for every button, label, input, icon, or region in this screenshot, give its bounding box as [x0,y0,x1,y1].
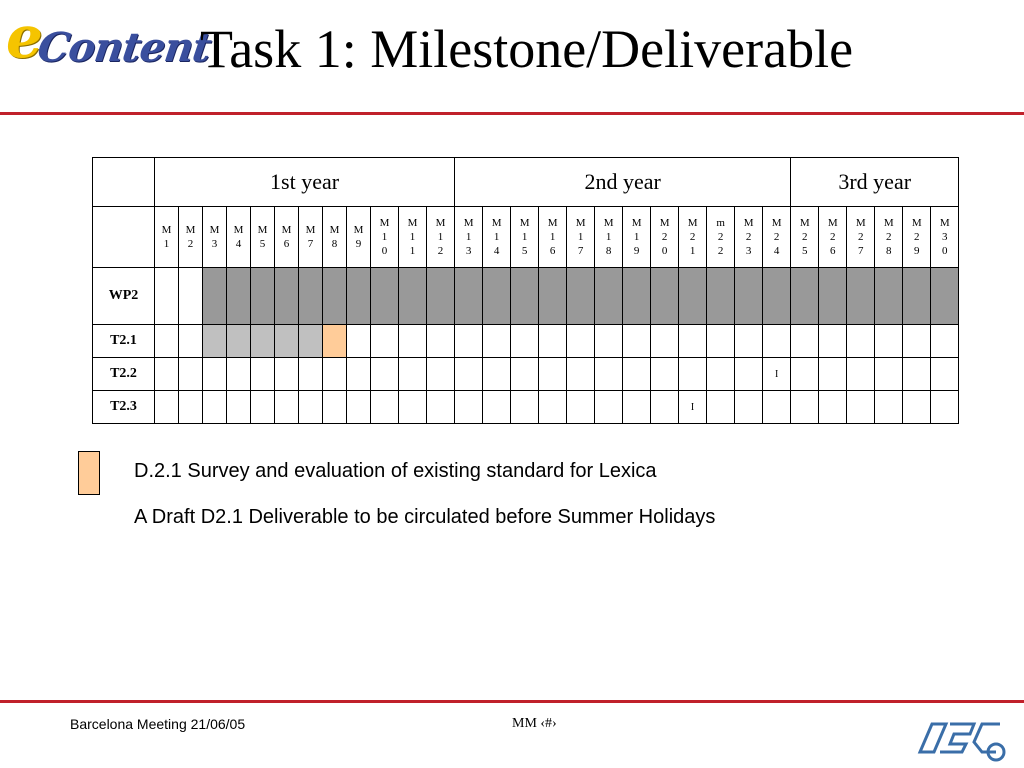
timeline-cell [539,391,567,424]
row-label: WP2 [93,268,155,325]
timeline-cell [399,358,427,391]
timeline-cell [931,325,959,358]
timeline-cell [735,325,763,358]
month-header: M 3 [203,207,227,268]
corner-cell [93,207,155,268]
timeline-cell [203,268,227,325]
footer-page-number: MM ‹#› [512,716,557,731]
timeline-cell [347,358,371,391]
timeline-cell [427,358,455,391]
timeline-cell: I [763,358,791,391]
month-header: M 1 9 [623,207,651,268]
month-header: M 1 4 [483,207,511,268]
page-title: Task 1: Milestone/Deliverable [200,19,854,79]
month-header: M 3 0 [931,207,959,268]
timeline-cell [323,358,347,391]
timeline-cell [875,325,903,358]
timeline-cell [203,325,227,358]
timeline-cell [539,358,567,391]
timeline-cell [347,391,371,424]
timeline-cell [847,358,875,391]
timeline-cell [251,325,275,358]
timeline-cell [679,358,707,391]
timeline-cell [227,358,251,391]
timeline-cell [931,268,959,325]
month-header: M 1 8 [595,207,623,268]
month-header: M 2 1 [679,207,707,268]
timeline-cell [399,391,427,424]
timeline-cell [707,325,735,358]
timeline-cell [791,325,819,358]
timeline-cell [875,358,903,391]
timeline-cell [179,358,203,391]
timeline-cell [679,268,707,325]
footer-meeting: Barcelona Meeting 21/06/05 [70,716,246,732]
timeline-cell [299,325,323,358]
month-header: M 6 [275,207,299,268]
timeline-cell [847,325,875,358]
timeline-cell [623,391,651,424]
timeline-cell [323,391,347,424]
timeline-cell [275,325,299,358]
timeline-cell [707,268,735,325]
timeline-cell [875,391,903,424]
timeline-cell [323,325,347,358]
month-header: M 2 6 [819,207,847,268]
timeline-cell [427,391,455,424]
timeline-cell [567,358,595,391]
timeline-cell [455,391,483,424]
timeline-cell [455,268,483,325]
timeline-cell [819,268,847,325]
timeline-cell [427,268,455,325]
top-divider [0,112,1024,115]
timeline-cell [595,325,623,358]
year-header: 1st year [155,158,455,207]
timeline-cell [483,391,511,424]
timeline-cell [903,358,931,391]
timeline-cell [227,268,251,325]
month-header: M 2 8 [875,207,903,268]
timeline-cell [651,325,679,358]
month-header: M 7 [299,207,323,268]
timeline-cell [203,358,227,391]
timeline-cell [931,358,959,391]
timeline-cell [819,391,847,424]
timeline-cell [155,268,179,325]
timeline-cell [275,391,299,424]
month-header: M 2 5 [791,207,819,268]
table-row [93,391,959,424]
row-label: T2.1 [93,325,155,358]
table-row [93,358,959,391]
deliverable-note: A Draft D2.1 Deliverable to be circulated before Summer Holidays [134,506,716,528]
timeline-cell [179,268,203,325]
row-label: T2.2 [93,358,155,391]
timeline-cell [763,391,791,424]
month-header: M 1 1 [399,207,427,268]
month-header: M 2 7 [847,207,875,268]
month-header: M 1 2 [427,207,455,268]
timeline-cell [203,391,227,424]
month-header: M 1 6 [539,207,567,268]
year-header: 3rd year [791,158,959,207]
timeline-cell [707,358,735,391]
timeline-cell [567,391,595,424]
timeline-cell [483,325,511,358]
timeline-cell [179,391,203,424]
month-header: M 2 [179,207,203,268]
timeline-cell [735,358,763,391]
timeline-cell [735,268,763,325]
timeline-cell [791,358,819,391]
timeline-cell [179,325,203,358]
timeline-cell [299,358,323,391]
timeline-cell [903,268,931,325]
timeline-cell [275,268,299,325]
timeline-cell [595,268,623,325]
timeline-cell [371,391,399,424]
timeline-cell [483,358,511,391]
timeline-cell [483,268,511,325]
timeline-cell [155,325,179,358]
timeline-cell [707,391,735,424]
timeline-cell [623,358,651,391]
year-header: 2nd year [455,158,791,207]
legend-swatch [78,451,100,495]
timeline-cell [595,358,623,391]
timeline-cell [155,391,179,424]
timeline-cell [455,358,483,391]
month-header: M 1 5 [511,207,539,268]
gantt-table [92,157,959,424]
timeline-cell [155,358,179,391]
month-header: M 2 0 [651,207,679,268]
timeline-cell [903,391,931,424]
timeline-cell [299,268,323,325]
timeline-cell [251,358,275,391]
timeline-cell [791,391,819,424]
legend-text: D.2.1 Survey and evaluation of existing standard for Lexica [134,460,657,482]
timeline-cell [371,268,399,325]
timeline-cell [427,325,455,358]
timeline-cell [567,268,595,325]
timeline-cell [567,325,595,358]
bottom-divider [0,700,1024,703]
timeline-cell [623,268,651,325]
timeline-cell [299,391,323,424]
timeline-cell [539,325,567,358]
logo-letter: e [6,3,43,71]
timeline-cell [819,358,847,391]
timeline-cell [903,325,931,358]
timeline-cell [651,268,679,325]
timeline-cell [651,358,679,391]
month-header: M 5 [251,207,275,268]
month-header: M 2 3 [735,207,763,268]
timeline-cell [323,268,347,325]
timeline-cell [875,268,903,325]
timeline-cell [251,391,275,424]
month-header: M 2 4 [763,207,791,268]
institute-logo-icon [916,712,1008,762]
timeline-cell [735,391,763,424]
timeline-cell [763,325,791,358]
timeline-cell [595,391,623,424]
corner-cell [93,158,155,207]
month-header: M 8 [323,207,347,268]
month-header: M 4 [227,207,251,268]
timeline-cell [347,325,371,358]
table-row [93,268,959,325]
timeline-cell [511,391,539,424]
timeline-cell [511,325,539,358]
timeline-cell [791,268,819,325]
table-row [93,325,959,358]
timeline-cell [371,358,399,391]
timeline-cell [227,325,251,358]
month-header: m 2 2 [707,207,735,268]
row-label: T2.3 [93,391,155,424]
timeline-cell [399,268,427,325]
timeline-cell [539,268,567,325]
timeline-cell [251,268,275,325]
timeline-cell [347,268,371,325]
month-header: M 1 3 [455,207,483,268]
logo-text: Content [34,24,214,71]
timeline-cell [511,268,539,325]
timeline-cell [511,358,539,391]
timeline-cell [455,325,483,358]
timeline-cell: I [679,391,707,424]
month-header: M 1 0 [371,207,399,268]
timeline-cell [399,325,427,358]
timeline-cell [227,391,251,424]
econtent-logo [6,3,214,82]
month-header: M 1 [155,207,179,268]
timeline-cell [931,391,959,424]
timeline-cell [819,325,847,358]
timeline-cell [623,325,651,358]
timeline-cell [651,391,679,424]
timeline-cell [847,391,875,424]
timeline-cell [763,268,791,325]
month-header: M 2 9 [903,207,931,268]
month-header: M 9 [347,207,371,268]
timeline-cell [275,358,299,391]
timeline-cell [679,325,707,358]
timeline-cell [847,268,875,325]
timeline-cell [371,325,399,358]
month-header: M 1 7 [567,207,595,268]
